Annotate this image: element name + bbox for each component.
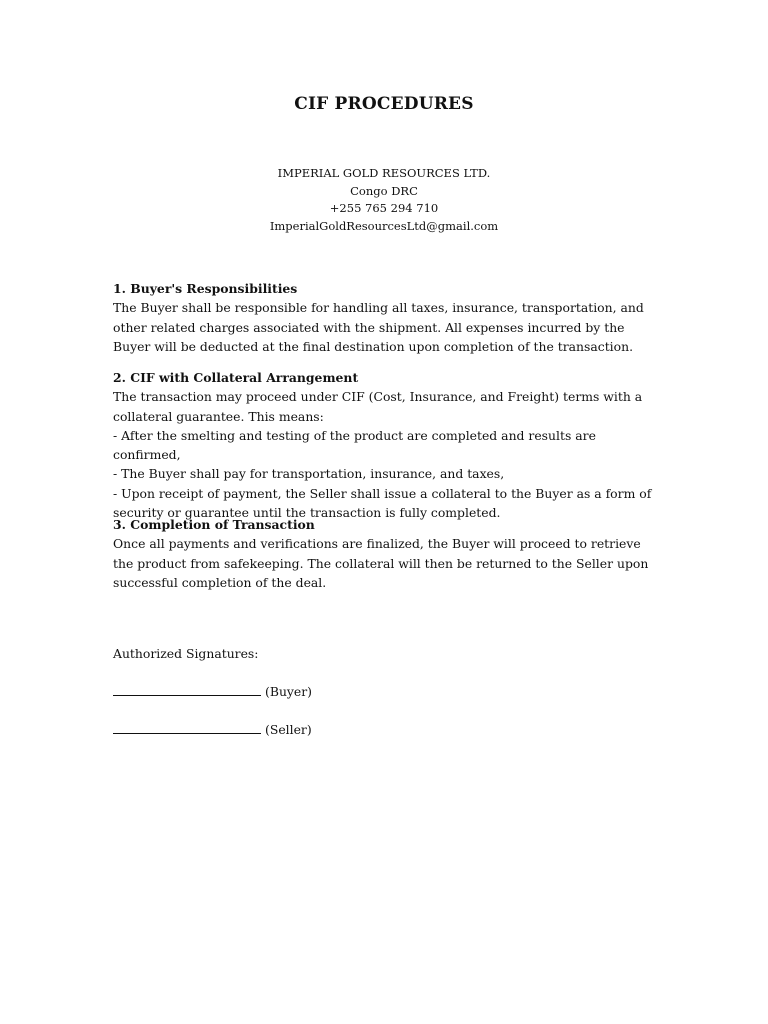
section-bullet: - The Buyer shall pay for transportation, insurance, and taxes, — [113, 466, 505, 482]
signatures-label: Authorized Signatures: — [113, 646, 259, 661]
company-name: IMPERIAL GOLD RESOURCES LTD. — [277, 166, 491, 180]
signature-underline — [113, 721, 261, 734]
seller-signature-label: (Seller) — [265, 722, 312, 737]
seller-signature-line — [113, 720, 658, 739]
company-location: Congo DRC — [350, 183, 418, 198]
buyer-signature-line — [113, 682, 658, 701]
section-body: The Buyer shall be responsible for handling all taxes, insurance, transportation, and other related charges associated with the shipment. All expenses incurred by the Buyer will be deducted at the final destination upon completion of the transaction. — [113, 300, 644, 354]
document-title: CIF PROCEDURES — [294, 94, 474, 114]
section-body: The transaction may proceed under CIF (Cost, Insurance, and Freight) terms with a collateral guarantee. This means: — [113, 389, 643, 424]
signature-underline — [113, 683, 261, 696]
company-phone: +255 765 294 710 — [329, 201, 439, 215]
company-email: ImperialGoldResourcesLtd@gmail.com — [269, 218, 499, 233]
section-heading: 3. Completion of Transaction — [113, 517, 315, 532]
section-bullet: - After the smelting and testing of the product are completed and results are confirmed, — [113, 427, 596, 463]
section-bullet: - Upon receipt of payment, the Seller shall issue a collateral to the Buyer as a form of security or guarantee until the transaction is fully completed. — [113, 485, 652, 521]
section-cif-collateral — [113, 368, 658, 522]
section-heading: 1. Buyer's Responsibilities — [113, 281, 298, 296]
section-heading: 2. CIF with Collateral Arrangement — [113, 370, 359, 385]
section-completion — [113, 515, 658, 592]
company-info — [0, 165, 768, 235]
section-body: Once all payments and verifications are finalized, the Buyer will proceed to retrieve the product from safekeeping. The collateral will then be returned to the Seller upon successful completion of the deal. — [113, 536, 649, 590]
signature-block — [113, 644, 658, 739]
section-buyer-responsibilities — [113, 279, 658, 356]
buyer-signature-label: (Buyer) — [265, 684, 313, 699]
